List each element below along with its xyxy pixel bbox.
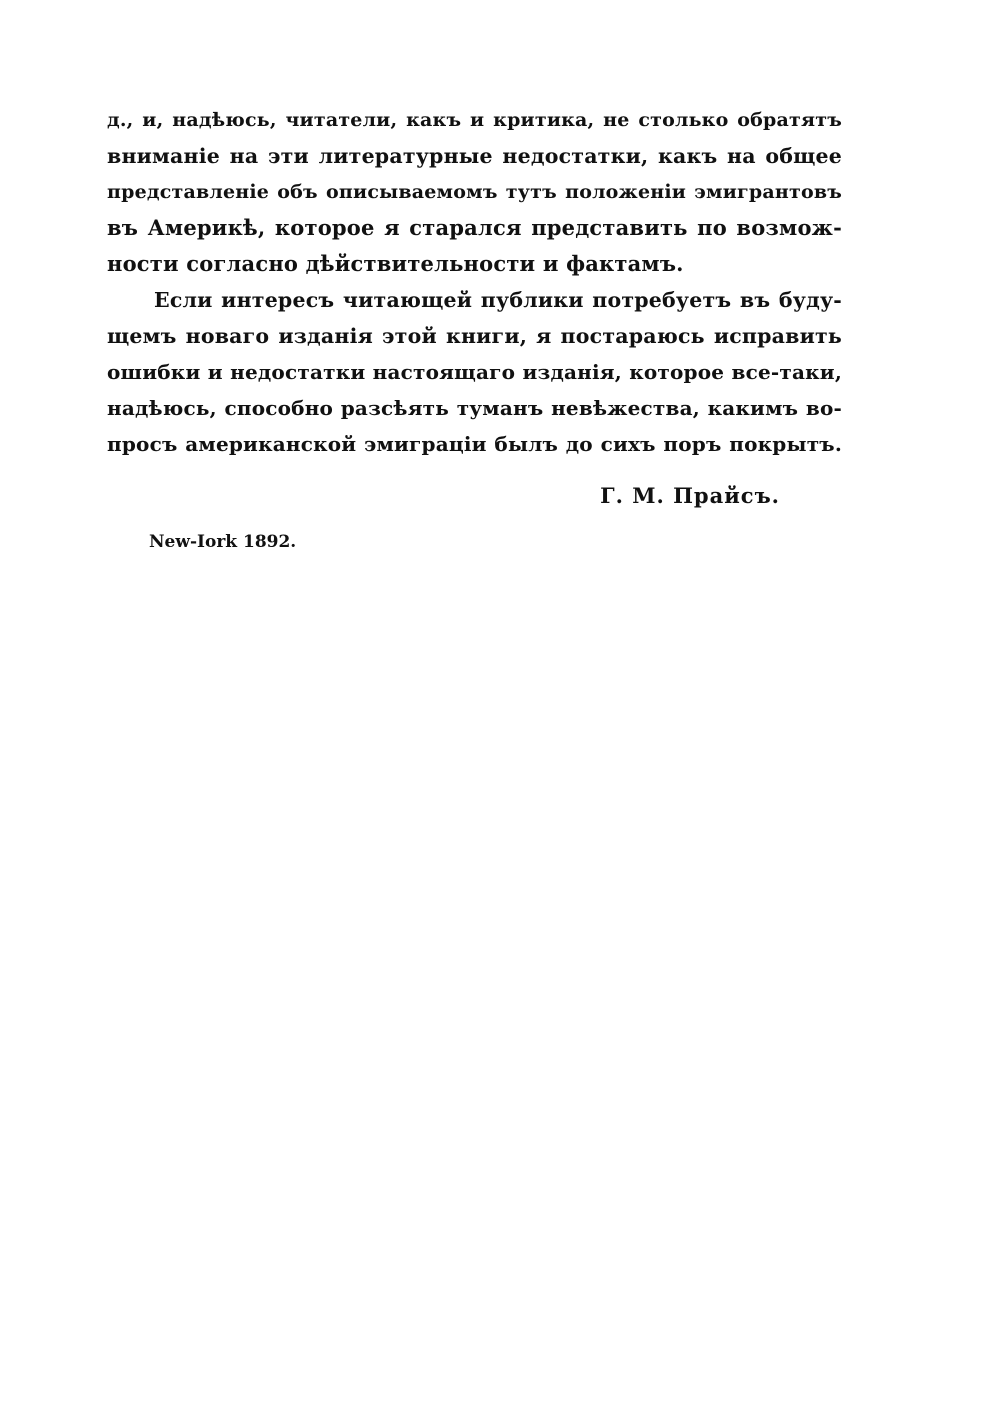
place-date: New-Iork 1892. [149,532,297,552]
paragraph-line: ности согласно дѣйствительности и фактамъ. [107,251,684,276]
author-signature: Г. М. Прайсъ. [600,483,780,508]
paragraph-line: въ Америкѣ, которое я старался представить по возмож- [107,215,842,240]
paragraph-line: Если интересъ читающей публики потребуетъ въ буду- [154,288,842,312]
paragraph-line: представленіе объ описываемомъ тутъ положеніи эмигрантовъ [107,181,842,203]
paragraph-line: д., и, надѣюсь, читатели, какъ и критика, не столько обратятъ [107,109,842,131]
paragraph-line: просъ американской эмиграціи былъ до сихъ поръ покрытъ. [107,432,842,456]
paragraph-line: щемъ новаго изданія этой книги, я постараюсь исправить [107,324,842,348]
paragraph-2 [107,282,842,462]
paragraph-line: ошибки и недостатки настоящаго изданія, которое все-таки, [107,360,842,384]
paragraph-1 [107,102,842,282]
paragraph-line: надѣюсь, способно разсѣять туманъ невѣжества, какимъ во- [107,396,842,420]
paragraph-line: вниманіе на эти литературные недостатки, какъ на общее [107,144,842,168]
